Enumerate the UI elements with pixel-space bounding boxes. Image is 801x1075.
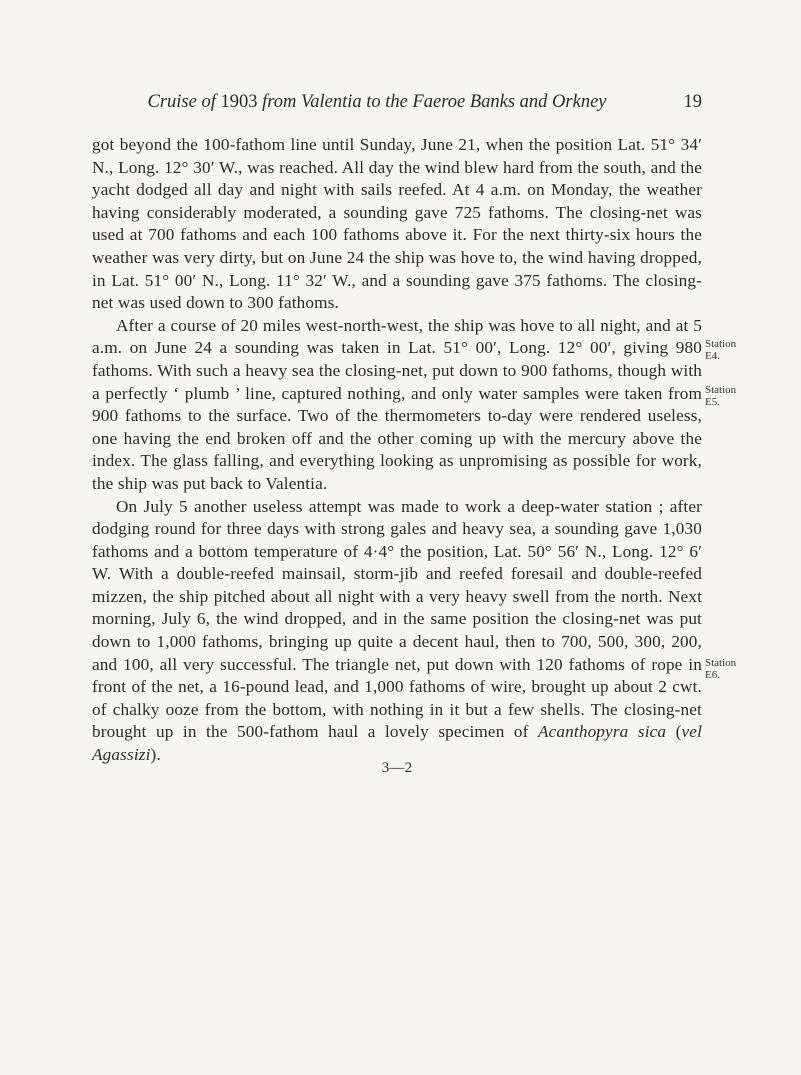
paragraph-3 [92, 496, 702, 767]
running-title-part-2: from Valentia to the Faeroe Banks and Orkney [257, 92, 607, 112]
paragraph-1: got beyond the 100-fathom line until Sunday, June 21, when the position Lat. 51° 34′ N., Long. 12° 30′ W., was reached. All day the wind blew hard from the south, and the yacht dodged all day and night with sails reefed. At 4 a.m. on Monday, the weather having considerably moderated, a sounding gave 725 fathoms. The closing-net was used at 700 fathoms and each 100 fathoms above it. For the next thirty-six hours the weather was very dirty, but on June 24 the ship was hove to, the wind having dropped, in Lat. 51° 00′ N., Long. 11° 32′ W., and a sounding gave 375 fathoms. The closing-net was used down to 300 fathoms. [92, 135, 702, 313]
paragraph-2: After a course of 20 miles west-north-west, the ship was hove to all night, and at 5 a.m. on June 24 a sounding was taken in Lat. 51° 00′, Long. 12° 00′, giving 980 fathoms. With such a heavy sea the closing-net, put down to 900 fathoms, though with a perfectly ‘ plumb ’ line, captured nothing, and only water samples were taken from 900 fathoms to the surface. Two of the thermometers to-day were rendered useless, one having the end broken off and the other coming up with the mercury above the index. The glass falling, and everything looking as unpromising as possible for work, the ship was put back to Valentia. [92, 315, 702, 493]
margin-note-e5-line1: Station [705, 384, 737, 396]
margin-note-station-e4 [705, 339, 755, 362]
margin-note-e4-line2: E4. [705, 349, 720, 362]
paragraph-3-text: On July 5 another useless attempt was made to work a deep-water station ; after dodging round for three days with strong gales and heavy sea, a sounding gave 1,030 fathoms and a bottom temperature of 4·4° the position, Lat. 50° 56′ N., Long. 12° 6′ W. With a double-reefed mainsail, storm-jib and reefed foresail and double-reefed mizzen, the ship pitched about all night with a very heavy swell from the north. Next morning, July 6, the wind dropped, and in the same position the closing-net was put down to 1,000 fathoms, bringing up quite a decent haul, then to 700, 500, 300, 200, and 100, all very successful. The triangle net, put down with 120 fathoms of rope in front of the net, a 16-pound lead, and 1,000 fathoms of wire, brought up about 2 cwt. of chalky ooze from the bottom, with nothing in it but a few shells. The closing-net brought up in the 500-fathom haul a lovely specimen of [92, 496, 702, 742]
margin-note-station-e6 [705, 658, 755, 681]
body-text [92, 134, 702, 776]
running-title-part-1: Cruise [147, 92, 197, 112]
running-title-year: 1903 [220, 92, 258, 112]
margin-note-e6-line2: E6. [705, 668, 720, 681]
species-synonym: vel Agassizi [92, 722, 702, 765]
margin-note-station-e5 [705, 385, 755, 408]
paren-open: ( [666, 722, 682, 742]
running-title [92, 90, 662, 114]
margin-note-e5-line2: E5. [705, 395, 720, 408]
running-header [92, 90, 702, 114]
species-name: Acanthopyra sica [537, 722, 667, 742]
running-title-of: of [196, 92, 221, 112]
margin-note-e6-line1: Station [705, 657, 737, 669]
page-number: 19 [683, 92, 702, 112]
signature-mark: 3—2 [381, 760, 413, 776]
paren-close: ). [150, 745, 161, 765]
margin-note-e4-line1: Station [705, 338, 737, 350]
